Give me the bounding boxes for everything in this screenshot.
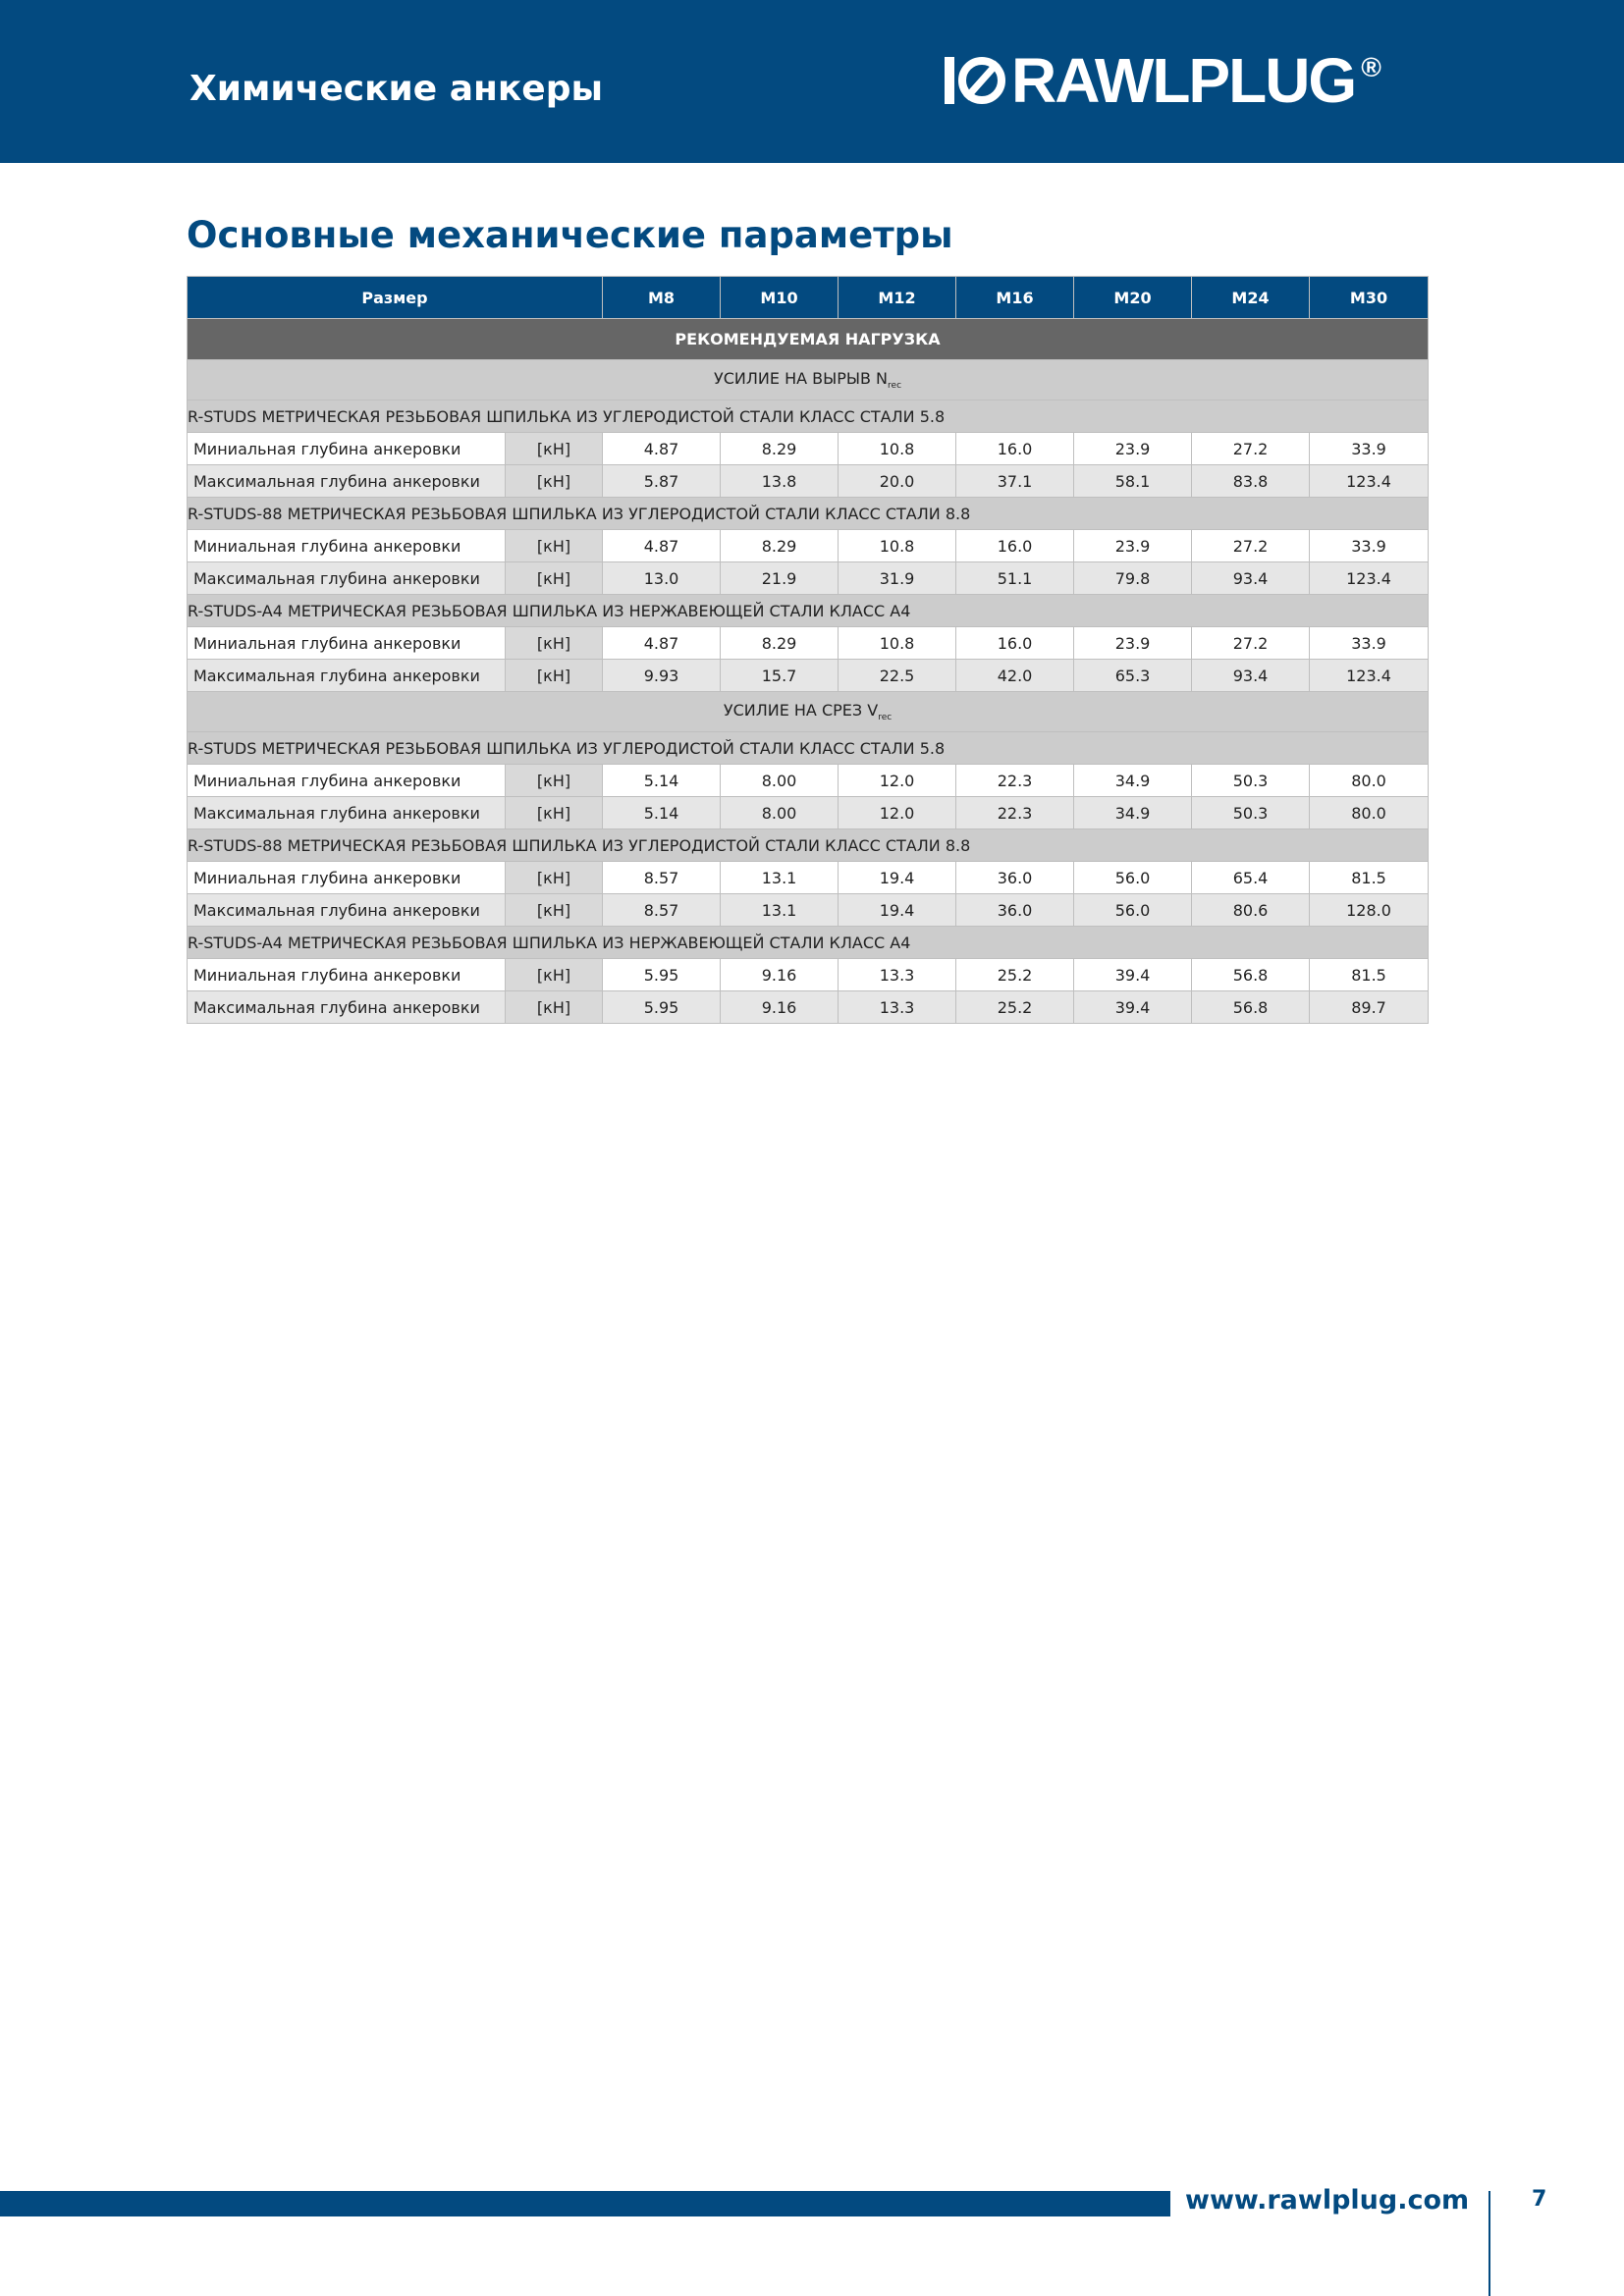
stud-group-title: R-STUDS-A4 МЕТРИЧЕСКАЯ РЕЗЬБОВАЯ ШПИЛЬКА ИЗ НЕРЖАВЕЮЩЕЙ СТАЛИ КЛАСС A4	[188, 595, 1429, 627]
table-cell: 39.4	[1074, 991, 1192, 1024]
table-cell: 93.4	[1192, 660, 1310, 692]
size-header: Размер	[188, 277, 603, 319]
table-row	[188, 959, 1429, 991]
table-cell: 83.8	[1192, 465, 1310, 498]
table-cell: 8.57	[603, 894, 721, 927]
table-cell: 5.14	[603, 765, 721, 797]
stud-group-title: R-STUDS-A4 МЕТРИЧЕСКАЯ РЕЗЬБОВАЯ ШПИЛЬКА ИЗ НЕРЖАВЕЮЩЕЙ СТАЛИ КЛАСС A4	[188, 927, 1429, 959]
table-cell: 51.1	[956, 562, 1074, 595]
table-cell: 23.9	[1074, 627, 1192, 660]
table-cell: 33.9	[1310, 433, 1429, 465]
table-cell: 13.3	[839, 991, 956, 1024]
row-label: Миниальная глубина анкеровки	[188, 959, 506, 991]
row-label: Миниальная глубина анкеровки	[188, 862, 506, 894]
table-cell: 50.3	[1192, 797, 1310, 829]
table-cell: 81.5	[1310, 862, 1429, 894]
table-cell: 80.0	[1310, 797, 1429, 829]
stud-group-title: R-STUDS-88 МЕТРИЧЕСКАЯ РЕЗЬБОВАЯ ШПИЛЬКА ИЗ УГЛЕРОДИСТОЙ СТАЛИ КЛАСС СТАЛИ 8.8	[188, 498, 1429, 530]
table-header-row	[188, 277, 1429, 319]
row-label: Максимальная глубина анкеровки	[188, 465, 506, 498]
size-column-header: M16	[956, 277, 1074, 319]
size-column-header: M20	[1074, 277, 1192, 319]
table-row	[188, 433, 1429, 465]
recommended-load-row	[188, 319, 1429, 360]
table-cell: 16.0	[956, 433, 1074, 465]
table-cell: 50.3	[1192, 765, 1310, 797]
stud-group-title: R-STUDS-88 МЕТРИЧЕСКАЯ РЕЗЬБОВАЯ ШПИЛЬКА ИЗ УГЛЕРОДИСТОЙ СТАЛИ КЛАСС СТАЛИ 8.8	[188, 829, 1429, 862]
row-unit: [кН]	[506, 660, 603, 692]
table-row	[188, 530, 1429, 562]
table-cell: 128.0	[1310, 894, 1429, 927]
table-cell: 22.5	[839, 660, 956, 692]
table-cell: 8.00	[721, 797, 839, 829]
force-section-row	[188, 692, 1429, 732]
force-section-label	[188, 360, 1429, 400]
row-label: Миниальная глубина анкеровки	[188, 433, 506, 465]
row-label: Максимальная глубина анкеровки	[188, 894, 506, 927]
table-cell: 8.00	[721, 765, 839, 797]
table-cell: 23.9	[1074, 530, 1192, 562]
table-cell: 27.2	[1192, 530, 1310, 562]
size-column-header: M12	[839, 277, 956, 319]
table-cell: 4.87	[603, 433, 721, 465]
force-section-label	[188, 692, 1429, 732]
table-cell: 27.2	[1192, 433, 1310, 465]
table-cell: 16.0	[956, 627, 1074, 660]
stud-group-row	[188, 927, 1429, 959]
table-cell: 9.93	[603, 660, 721, 692]
table-cell: 42.0	[956, 660, 1074, 692]
table-cell: 22.3	[956, 797, 1074, 829]
table-cell: 31.9	[839, 562, 956, 595]
row-unit: [кН]	[506, 765, 603, 797]
table-cell: 25.2	[956, 991, 1074, 1024]
table-row	[188, 627, 1429, 660]
stud-group-row	[188, 498, 1429, 530]
table-cell: 5.95	[603, 991, 721, 1024]
table-cell: 58.1	[1074, 465, 1192, 498]
table-cell: 12.0	[839, 765, 956, 797]
table-cell: 8.29	[721, 433, 839, 465]
force-section-subscript: rec	[878, 713, 893, 723]
table-cell: 23.9	[1074, 433, 1192, 465]
table-row	[188, 765, 1429, 797]
size-column-header: M30	[1310, 277, 1429, 319]
page-heading: Основные механические параметры	[187, 214, 953, 256]
table-cell: 4.87	[603, 530, 721, 562]
row-label: Максимальная глубина анкеровки	[188, 562, 506, 595]
table-cell: 8.57	[603, 862, 721, 894]
row-unit: [кН]	[506, 562, 603, 595]
size-column-header: M24	[1192, 277, 1310, 319]
table-row	[188, 991, 1429, 1024]
table-cell: 81.5	[1310, 959, 1429, 991]
row-unit: [кН]	[506, 797, 603, 829]
table-cell: 8.29	[721, 530, 839, 562]
table-cell: 9.16	[721, 959, 839, 991]
table-cell: 56.0	[1074, 894, 1192, 927]
table-cell: 56.8	[1192, 959, 1310, 991]
table-row	[188, 465, 1429, 498]
table-cell: 13.3	[839, 959, 956, 991]
registered-mark: ®	[1361, 52, 1381, 82]
row-label: Миниальная глубина анкеровки	[188, 530, 506, 562]
row-unit: [кН]	[506, 465, 603, 498]
table-cell: 15.7	[721, 660, 839, 692]
table-cell: 10.8	[839, 627, 956, 660]
rawlplug-logo	[945, 45, 1381, 116]
table-cell: 12.0	[839, 797, 956, 829]
table-cell: 16.0	[956, 530, 1074, 562]
footer-url[interactable]: www.rawlplug.com	[1185, 2185, 1470, 2216]
size-column-header: M8	[603, 277, 721, 319]
row-unit: [кН]	[506, 959, 603, 991]
row-label: Максимальная глубина анкеровки	[188, 991, 506, 1024]
table-cell: 37.1	[956, 465, 1074, 498]
stud-group-title: R-STUDS МЕТРИЧЕСКАЯ РЕЗЬБОВАЯ ШПИЛЬКА ИЗ УГЛЕРОДИСТОЙ СТАЛИ КЛАСС СТАЛИ 5.8	[188, 400, 1429, 433]
row-unit: [кН]	[506, 991, 603, 1024]
table-cell: 4.87	[603, 627, 721, 660]
table-cell: 93.4	[1192, 562, 1310, 595]
table-row	[188, 862, 1429, 894]
table-cell: 36.0	[956, 862, 1074, 894]
table-cell: 65.4	[1192, 862, 1310, 894]
table-row	[188, 797, 1429, 829]
footer-divider	[1489, 2191, 1490, 2296]
row-label: Миниальная глубина анкеровки	[188, 627, 506, 660]
force-section-subscript: rec	[888, 381, 902, 392]
table-cell: 19.4	[839, 894, 956, 927]
table-cell: 56.8	[1192, 991, 1310, 1024]
table-cell: 34.9	[1074, 765, 1192, 797]
table-row	[188, 562, 1429, 595]
table-cell: 27.2	[1192, 627, 1310, 660]
table-cell: 56.0	[1074, 862, 1192, 894]
page-header	[0, 0, 1624, 163]
table-cell: 20.0	[839, 465, 956, 498]
stud-group-row	[188, 732, 1429, 765]
table-row	[188, 894, 1429, 927]
stud-group-title: R-STUDS МЕТРИЧЕСКАЯ РЕЗЬБОВАЯ ШПИЛЬКА ИЗ УГЛЕРОДИСТОЙ СТАЛИ КЛАСС СТАЛИ 5.8	[188, 732, 1429, 765]
stud-group-row	[188, 595, 1429, 627]
header-title: Химические анкеры	[189, 69, 604, 109]
table-cell: 25.2	[956, 959, 1074, 991]
table-cell: 5.87	[603, 465, 721, 498]
table-cell: 89.7	[1310, 991, 1429, 1024]
row-label: Максимальная глубина анкеровки	[188, 797, 506, 829]
rawlplug-logo-icon	[945, 55, 1007, 106]
row-unit: [кН]	[506, 894, 603, 927]
table-cell: 123.4	[1310, 562, 1429, 595]
table-cell: 13.8	[721, 465, 839, 498]
mechanical-parameters-table	[187, 276, 1429, 1024]
table-cell: 19.4	[839, 862, 956, 894]
row-unit: [кН]	[506, 627, 603, 660]
table-cell: 80.0	[1310, 765, 1429, 797]
row-label: Миниальная глубина анкеровки	[188, 765, 506, 797]
table-cell: 13.1	[721, 894, 839, 927]
table-cell: 33.9	[1310, 627, 1429, 660]
recommended-load-label: РЕКОМЕНДУЕМАЯ НАГРУЗКА	[188, 319, 1429, 360]
table-cell: 9.16	[721, 991, 839, 1024]
table-cell: 65.3	[1074, 660, 1192, 692]
table-cell: 5.95	[603, 959, 721, 991]
table-cell: 10.8	[839, 433, 956, 465]
stud-group-row	[188, 829, 1429, 862]
table-row	[188, 660, 1429, 692]
logo-text: RAWLPLUG	[1011, 45, 1356, 116]
table-cell: 79.8	[1074, 562, 1192, 595]
table-cell: 13.1	[721, 862, 839, 894]
row-label: Максимальная глубина анкеровки	[188, 660, 506, 692]
row-unit: [кН]	[506, 862, 603, 894]
table-cell: 80.6	[1192, 894, 1310, 927]
table-cell: 39.4	[1074, 959, 1192, 991]
table-cell: 13.0	[603, 562, 721, 595]
force-section-title: УСИЛИЕ НА СРЕЗ V	[723, 700, 879, 720]
table-cell: 10.8	[839, 530, 956, 562]
table-cell: 8.29	[721, 627, 839, 660]
table-cell: 34.9	[1074, 797, 1192, 829]
force-section-title: УСИЛИЕ НА ВЫРЫВ N	[713, 368, 889, 388]
stud-group-row	[188, 400, 1429, 433]
table-cell: 123.4	[1310, 660, 1429, 692]
table-cell: 123.4	[1310, 465, 1429, 498]
footer-bar	[0, 2191, 1170, 2216]
table-cell: 21.9	[721, 562, 839, 595]
table-cell: 36.0	[956, 894, 1074, 927]
row-unit: [кН]	[506, 433, 603, 465]
force-section-row	[188, 360, 1429, 400]
table-cell: 5.14	[603, 797, 721, 829]
row-unit: [кН]	[506, 530, 603, 562]
table-cell: 33.9	[1310, 530, 1429, 562]
page-number: 7	[1532, 2187, 1547, 2212]
size-column-header: M10	[721, 277, 839, 319]
table-cell: 22.3	[956, 765, 1074, 797]
